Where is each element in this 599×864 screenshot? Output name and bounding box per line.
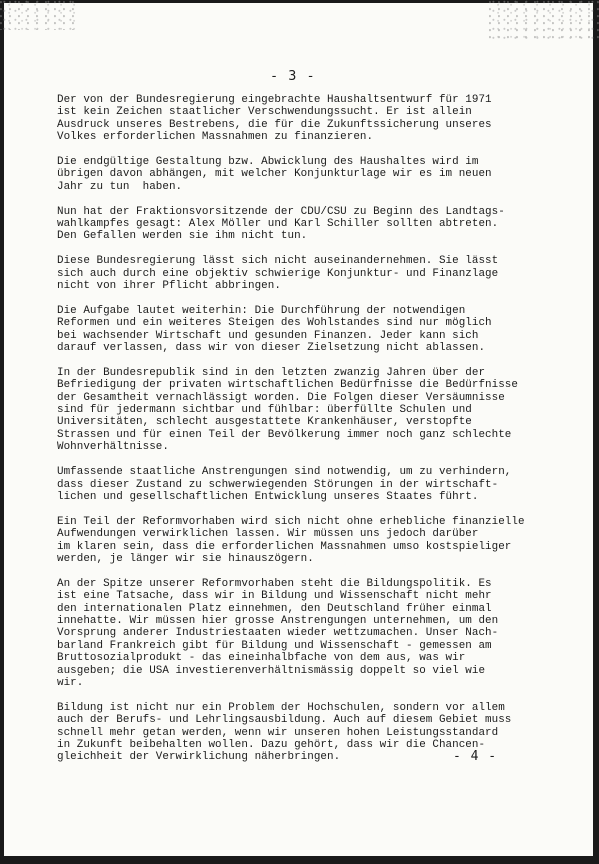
text-line: auch der Berufs- und Lehrlingsausbildung. Auch auf diesem Gebiet muss — [57, 714, 512, 727]
scan-border-left — [0, 0, 4, 864]
scan-noise-top-left — [0, 0, 80, 30]
text-line: Volkes erforderlichen Massnahmen zu finanzieren. — [57, 131, 374, 144]
paragraph — [57, 516, 557, 566]
text-line: darauf verlassen, dass wir von dieser Zielsetzung nicht ablassen. — [57, 342, 486, 355]
text-line: In der Bundesrepublik sind in den letzten zwanzig Jahren über der — [57, 366, 486, 379]
text-line: dass dieser Zustand zu schwerwiegenden Störungen in der wirtschaft- — [57, 478, 499, 491]
text-line: der Gesamtheit vernachlässigt worden. Die Folgen dieser Versäumnisse — [57, 391, 505, 404]
text-line: innehatte. Wir müssen hier grosse Anstrengungen unternehmen, um den — [57, 614, 499, 627]
paragraph — [57, 206, 557, 243]
text-line: Strassen und für einen Teil der Bevölkerung immer noch ganz schlechte — [57, 428, 512, 441]
text-line: übrigen davon abhängen, mit welcher Konjunkturlage wir es im neuen — [57, 168, 492, 181]
text-line: wahlkampfes gesagt: Alex Möller und Karl Schiller sollten abtreten. — [57, 218, 499, 231]
text-line: werden, je länger wir sie hinauszögern. — [57, 552, 314, 565]
text-line: Bruttosozialprodukt - das eineinhalbfache von dem aus, was wir — [57, 652, 466, 665]
scan-noise-top-right — [489, 0, 599, 40]
text-line: Die endgültige Gestaltung bzw. Abwicklung des Haushaltes wird im — [57, 156, 479, 169]
text-line: den internationalen Platz einnehmen, den Deutschland früher einmal — [57, 602, 492, 615]
paragraph — [57, 578, 557, 690]
text-line: Aufwendungen verwirklichen lassen. Wir müssen uns jedoch darüber — [57, 528, 479, 541]
text-line: Jahr zu tun haben. — [57, 180, 183, 193]
paragraph — [57, 466, 557, 503]
text-line: ausgeben; die USA investierenverhältnismässig doppelt so viel wie — [57, 664, 486, 677]
text-line: in Zukunft beibehalten wollen. Dazu gehört, dass wir die Chancen- — [57, 738, 486, 751]
paragraph — [57, 255, 557, 292]
text-line: barland Frankreich gibt für Bildung und Wissenschaft - gemessen am — [57, 639, 492, 652]
text-line: Bildung ist nicht nur ein Problem der Hochschulen, sondern vor allem — [57, 701, 505, 714]
text-line: Den Gefallen werden sie ihm nicht tun. — [57, 230, 308, 243]
text-line: Der von der Bundesregierung eingebrachte Haushaltsentwurf für 1971 — [57, 94, 492, 106]
text-line: Nun hat der Fraktionsvorsitzende der CDU/CSU zu Beginn des Landtags- — [57, 205, 505, 218]
text-line: lichen und gesellschaftlichen Entwicklung unseres Staates führt. — [57, 490, 479, 503]
paragraph — [57, 367, 557, 454]
text-line: gleichheit der Verwirklichung näherbringen. — [57, 751, 341, 764]
text-line: sich auch durch eine objektiv schwierige Konjunktur- und Finanzlage — [57, 267, 499, 280]
text-line: An der Spitze unserer Reformvorhaben steht die Bildungspolitik. Es — [57, 577, 492, 590]
text-line: nicht von ihrer Pflicht abbringen. — [57, 280, 281, 293]
paragraph — [57, 94, 557, 144]
text-line: Befriedigung der privaten wirtschaftlichen Bedürfnisse die Bedürfnisse — [57, 379, 518, 392]
text-line: Vorsprung anderer Industriestaaten wieder wettzumachen. Unser Nach- — [57, 627, 499, 640]
paragraph — [57, 305, 557, 355]
text-line: Reformen und ein weiteres Steigen des Wohlstandes sind nur möglich — [57, 317, 492, 330]
text-line: ist eine Tatsache, dass wir in Bildung und Wissenschaft nicht mehr — [57, 590, 492, 603]
text-line: Umfassende staatliche Anstrengungen sind notwendig, um zu verhindern, — [57, 466, 512, 479]
scan-border-right — [593, 0, 599, 864]
text-line: Ein Teil der Reformvorhaben wird sich nicht ohne erhebliche finanzielle — [57, 515, 525, 528]
text-line: wir. — [57, 676, 84, 689]
text-line: Ausdruck unseres Bestrebens, die für die Zukunftssicherung unseres — [57, 118, 492, 131]
text-line: Universitäten, schlecht ausgestattete Krankenhäuser, verstopfte — [57, 416, 472, 429]
scan-border-bottom — [0, 856, 599, 864]
text-line: bei wachsender Wirtschaft und gesunden Finanzen. Jeder kann sich — [57, 329, 479, 342]
text-line: schnell mehr getan werden, wenn wir unseren hohen Leistungsstandard — [57, 726, 499, 739]
text-line: Diese Bundesregierung lässt sich nicht auseinandernehmen. Sie lässt — [57, 255, 499, 268]
text-line: Die Aufgabe lautet weiterhin: Die Durchführung der notwendigen — [57, 304, 466, 317]
text-line: sind für jedermann sichtbar und fühlbar: überfüllte Schulen und — [57, 404, 472, 417]
text-line: ist kein Zeichen staatlicher Verschwendungssucht. Er ist allein — [57, 106, 472, 119]
paragraph — [57, 156, 557, 193]
text-line: Wohnverhältnisse. — [57, 441, 169, 454]
text-line: im klaren sein, dass die erforderlichen Massnahmen umso kostspieliger — [57, 540, 512, 553]
document-body — [57, 94, 557, 776]
next-page-marker: - 4 - — [453, 749, 498, 764]
page-number: - 3 - — [270, 68, 316, 84]
